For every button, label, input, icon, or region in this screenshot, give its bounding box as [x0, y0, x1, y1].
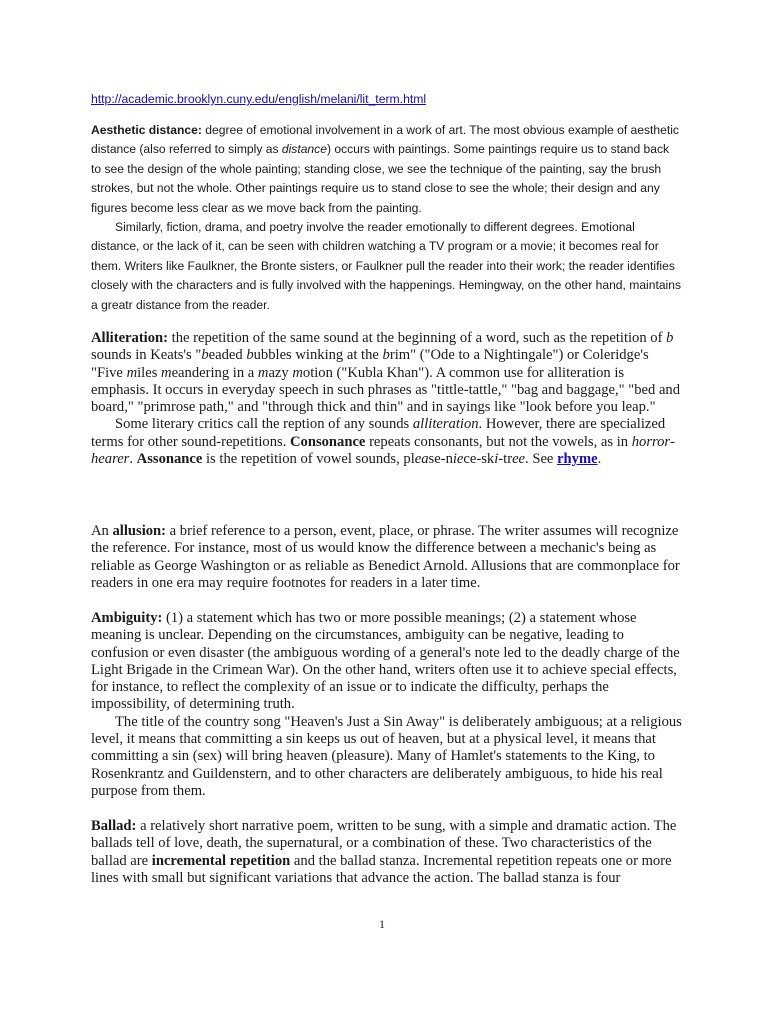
aesthetic-paragraph-1: Aesthetic distance: degree of emotional involvement in a work of art. The most obvious example of aesthetic distance (also referred to simply as distance) occurs with paintings. Some paintings require us to stand back to see the design of the whole painting; standing close, we see the technique of the painting, say the brush strokes, but not the whole. Other paintings require us to stand close to see the whole; their design and any figures become less clear as we move back from the painting.	[91, 123, 679, 215]
alliteration-section	[91, 330, 683, 468]
ambiguity-section	[91, 610, 683, 800]
alliteration-paragraph-2: Some literary critics call the reption of any sounds alliteration. However, there are specialized terms for other sound-repetitions. Consonance repeats consonants, but not the vowels, as in horror-hearer. Assonance is the repetition of vowel sounds, please-niece-ski-tree. See rhyme.	[91, 416, 675, 468]
page-number: 1	[379, 917, 385, 931]
allusion-section	[91, 523, 683, 592]
source-url-link[interactable]: http://academic.brooklyn.cuny.edu/english/melani/lit_term.html	[91, 92, 427, 106]
alliteration-term: Alliteration:	[91, 330, 169, 346]
ambiguity-paragraph-1: Ambiguity: (1) a statement which has two or more possible meanings; (2) a statement whose meaning is unclear. Depending on the circumstances, ambiguity can be negative, leading to confusion or even disaster (the ambiguous wording of a general's note led to the deadly charge of the Light Brigade in the Crimean War). On the other hand, writers often use it to achieve special effects, for instance, to reflect the complexity of an issue or to indicate the difficulty, perhaps the impossibility, of determining truth.	[91, 610, 680, 713]
ambiguity-paragraph-2: The title of the country song "Heaven's Just a Sin Away" is deliberately ambiguous; at a religious level, it means that committing a sin keeps us out of heaven, but at a physical level, it means that committing a sin (sex) will bring heaven (pleasure). Many of Hamlet's statements to the King, to Rosenkrantz and Guildenstern, and to other characters are deliberately ambiguous, to hide his real purpose from them.	[91, 713, 682, 799]
consonance-term: Consonance	[290, 433, 366, 450]
allusion-paragraph: An allusion: a brief reference to a person, event, place, or phrase. The writer assumes will recognize the reference. For instance, most of us would know the difference between a mechanic's being as reliable as George Washington or as reliable as Benedict Arnold. Allusions that are commonplace for readers in one era may require footnotes for readers in a later time.	[91, 523, 680, 591]
aesthetic-distance-section	[91, 121, 681, 315]
aesthetic-term: Aesthetic distance:	[91, 123, 202, 137]
ballad-term: Ballad:	[91, 818, 137, 834]
alliteration-paragraph-1: Alliteration: the repetition of the same sound at the beginning of a word, such as the repetition of b sounds in Keats's "beaded bubbles winking at the brim" ("Ode to a Nightingale") or Coleridge's "Five miles meandering in a mazy motion ("Kubla Khan"). A common use for alliteration is emphasis. It occurs in everyday speech in such phrases as "tittle-tattle," "bag and baggage," "bed and board," "primrose path," and "through thick and thin" and in sayings like "look before you leap."	[91, 330, 681, 416]
allusion-term: allusion:	[112, 523, 167, 539]
ambiguity-term: Ambiguity:	[91, 610, 163, 626]
ballad-paragraph: Ballad: a relatively short narrative poem, written to be sung, with a simple and dramatic action. The ballads tell of love, death, the supernatural, or a combination of these. Two characteristics of the ballad are incremental repetition and the ballad stanza. Incremental repetition repeats one or more lines with small but significant variations that advance the action. The ballad stanza is four	[91, 818, 677, 886]
ballad-section	[91, 818, 683, 887]
assonance-term: Assonance	[136, 451, 203, 468]
rhyme-link[interactable]: rhyme	[557, 451, 598, 468]
aesthetic-paragraph-2: Similarly, fiction, drama, and poetry involve the reader emotionally to different degrees. Emotional distance, or the lack of it, can be seen with children watching a TV program or a movie; it becomes real for them. Writers like Faulkner, the Bronte sisters, or Faulkner pull the reader into their work; the reader identifies closely with the characters and is fully involved with the happenings. Hemingway, on the other hand, maintains a greatr distance from the reader.	[91, 220, 682, 312]
incremental-repetition-term: incremental repetition	[151, 852, 291, 869]
